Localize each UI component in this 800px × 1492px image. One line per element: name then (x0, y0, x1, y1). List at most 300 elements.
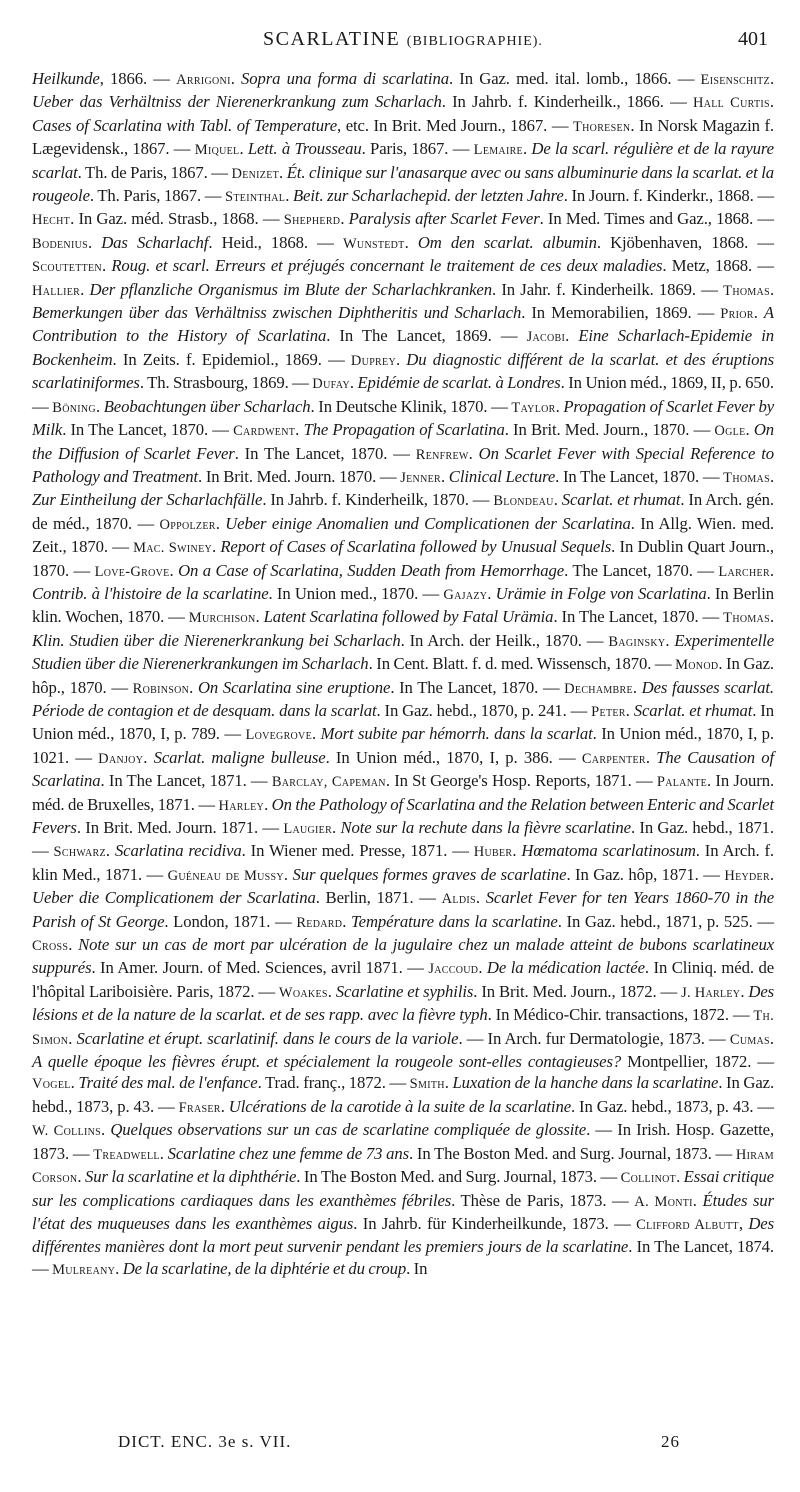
entry-title: Ulcérations de la carotide à la suite de la scarlatine (228, 1096, 571, 1116)
entry-citation: In Gaz. méd. Strasb., 1868. — (78, 209, 284, 229)
entry-citation: . In The Lancet, 1870. — (555, 466, 724, 486)
entry-citation: . In Médico-Chir. transactions, 1872. — (487, 1005, 754, 1025)
entry-title: Scarlet Fever for ten Years 1860-70 in the Parish of St George (32, 888, 775, 931)
bibliography-entry (32, 256, 774, 275)
entry-title: Ueber die Complicationem der Scarlatina (32, 888, 316, 908)
entry-title: Eine Scharlach-Epidemie in Bockenheim (32, 326, 774, 369)
entry-title: On Scarlatina sine eruptione (197, 677, 391, 697)
entry-separator: . (385, 771, 395, 791)
entry-title: On a Case of Scarlatina, Sudden Death from Hemorrhage (178, 560, 565, 580)
entry-citation: . Heid., 1868. — (208, 232, 343, 252)
entry-separator: . (77, 1167, 85, 1187)
entry-author: Th. Simon (32, 1008, 774, 1048)
entry-author: Danjoy (98, 750, 144, 767)
entry-citation: . In Union méd., 1870, I, p. 386. — (325, 747, 582, 767)
entry-author: Steinthal (225, 189, 286, 206)
entry-citation: . In Brit. Med. Journ. 1871. — (76, 818, 284, 837)
entry-separator: , (738, 1213, 749, 1233)
entry-citation: . In Gaz. hebd., 1871. — (32, 818, 774, 861)
entry-separator: . (769, 466, 775, 486)
entry-separator: . (255, 607, 264, 627)
entry-separator: . (70, 1073, 79, 1093)
entry-author: Woakes (278, 984, 328, 1001)
entry-title: The Causation of Scarlatina (32, 747, 774, 791)
entry-author: Larcher (718, 563, 770, 580)
entry-separator: . (487, 583, 496, 603)
bibliography-entry (32, 69, 176, 88)
entry-separator: . (159, 1143, 168, 1163)
entry-citation: . In The Boston Med. and Surg. Journal, 1873. — (296, 1167, 621, 1187)
entry-citation: . In Memorabilien, 1869. — (521, 303, 721, 323)
bibliography-entry (400, 467, 723, 486)
entry-citation: . Paris, 1867. — (361, 139, 474, 159)
entry-citation: . In Gaz. hebd., 1873, p. 43. — (32, 1073, 775, 1116)
entry-title: On the Diffusion of Scarlet Fever (32, 420, 775, 463)
entry-author: Treadwell (93, 1146, 160, 1163)
entry-citation: . Th. Paris, 1867. — (89, 186, 226, 206)
entry-title: Latent Scarlatina followed by Fatal Urämia (263, 607, 554, 627)
entry-citation: . Kjöbenhaven, 1868. — (596, 232, 775, 252)
entry-title: De la scarlatine, de la diphtérie et du croup (122, 1258, 407, 1278)
entry-title: Note sur la rechute dans la fièvre scarlatine (340, 818, 631, 837)
entry-title: Des lésions et de la nature de la scarlat. et de ses rapp. avec la fièvre typh (32, 981, 775, 1025)
entry-author: Redard (296, 914, 343, 931)
entry-author: Guéneau de Mussy (167, 867, 284, 884)
entry-separator: . (630, 115, 640, 135)
entry-title: Urämie in Folge von Scarlatina (495, 583, 707, 603)
entry-author: Lemaire (473, 142, 523, 159)
entry-citation: . — In Arch. fur Dermatologie, 1873. — (458, 1028, 730, 1048)
running-title-main: SCARLATINE (263, 28, 401, 50)
entry-title: Mort subite par hémorrh. dans la scarlat (320, 724, 593, 744)
entry-separator: . (105, 841, 115, 861)
entry-title: Ét. clinique sur l'anasarque avec ou sans albuminurie dans la scarlat. et la rougeole (32, 162, 774, 206)
entry-separator: . (285, 186, 293, 206)
entry-author: Renfrew (415, 446, 469, 463)
entry-title: Om den scarlat. albumin (417, 232, 597, 252)
entry-citation: . In Jahrb. f. Kinderheilk., 1866. — (441, 92, 693, 112)
entry-author: Scoutetten (32, 259, 102, 276)
bibliography-entry (32, 1073, 410, 1092)
entry-separator: . (220, 1096, 229, 1116)
entry-author: Palante (656, 774, 708, 791)
entry-title: Epidémie de scarlat. à Londres (357, 373, 561, 393)
entry-author: Mac. Swiney (133, 540, 212, 557)
entry-author: Lovegrove (245, 727, 312, 744)
bibliography-entry (195, 139, 474, 158)
entry-title: Scarlat. et rhumat (561, 490, 681, 510)
bibliography-entry (279, 982, 681, 1001)
bibliography-entry (225, 186, 774, 205)
entry-separator: . (189, 677, 198, 697)
entry-separator: . (555, 396, 564, 416)
entry-author: Bodenius (32, 235, 88, 252)
entry-separator: . (87, 232, 102, 252)
page-number: 401 (738, 28, 768, 50)
entry-citation: . In Arch. der Heilk., 1870. — (400, 630, 609, 650)
entry-author: Baginsky (608, 633, 666, 650)
entry-citation: . — In Irish. Hosp. Gazette, 1873. — (32, 1120, 775, 1163)
entry-author: Laugier (283, 821, 333, 837)
running-title-sub: (BIBLIOGRAPHIE). (406, 34, 543, 49)
entry-citation: . In Gaz. hôp, 1871. — (566, 864, 725, 884)
entry-title: Scarlatine et syphilis (335, 981, 474, 1001)
entry-separator: . (143, 747, 154, 767)
entry-separator: . (769, 92, 774, 112)
entry-author: Collinot (620, 1170, 677, 1187)
entry-title: Scarlat. et rhumat (633, 700, 753, 720)
bibliography-entry (32, 280, 723, 299)
entry-separator: . (342, 911, 352, 931)
entry-citation: . The Lancet, 1870. — (564, 560, 719, 580)
entry-citation: In Norsk Magazin f. Lægevidensk., 1867. — (32, 115, 775, 159)
entry-citation: . In Jahrb. f. Kinderheilk, 1870. — (262, 490, 494, 510)
entry-title: Sur la scarlatine et la diphthérie (84, 1167, 297, 1187)
entry-author: Monod (675, 657, 719, 674)
entry-separator: . (230, 69, 242, 88)
entry-separator: . (665, 630, 675, 650)
entry-separator: . (283, 864, 293, 884)
entry-citation: . In The Lancet, 1870. — (553, 607, 724, 627)
entry-author: Arrigoni (176, 72, 231, 88)
entry-author: Dufay (312, 376, 350, 393)
entry-citation: . Th. de Paris, 1867. — (77, 162, 232, 182)
entry-separator: . (478, 958, 487, 978)
entry-title: Beit. zur Scharlachepid. der letzten Jahre (292, 186, 564, 206)
entry-separator: . (295, 420, 304, 440)
entry-citation: . In (406, 1258, 428, 1278)
entry-title: Contrib. à l'histoire de la scarlatine (32, 583, 269, 603)
entry-title: De la scarl. régulière et de la rayure scarlat (32, 139, 774, 182)
entry-title: On the Pathology of Scarlatina and the Relation between Enteric and Scarlet Fevers (32, 794, 774, 837)
entry-author: Barclay, Capeman (271, 774, 386, 791)
entry-separator: . (332, 818, 341, 837)
entry-title: Beobachtungen über Scharlach (103, 396, 311, 416)
bibliography-entry (296, 912, 774, 931)
entry-separator: . (70, 209, 79, 229)
entry-title: A quelle époque les fièvres érupt. et spécialement la rougeole sont-elles contagieuses? (32, 1052, 622, 1072)
entry-author: Fraser (178, 1099, 221, 1116)
entry-author: Smith (409, 1076, 445, 1093)
bibliography-entry (52, 397, 511, 416)
entry-separator: . (215, 513, 226, 533)
entry-citation: . In Union med., 1870. — (268, 583, 444, 603)
entry-title: Études sur l'état des muqueuses dans les exanthèmes aigus (32, 1190, 775, 1233)
entry-citation: . In Allg. Wien. med. Zeit., 1870. — (32, 513, 775, 557)
entry-author: Heyder (724, 867, 770, 884)
entry-author: Vogel (32, 1076, 71, 1093)
bibliography-entry (98, 748, 582, 767)
entry-author: Clifford Albutt (636, 1216, 739, 1233)
entry-citation: . In Brit. Med. Journ., 1870. — (504, 420, 715, 440)
entry-citation: In Journ. méd. de Bruxelles, 1871. — (32, 771, 775, 814)
entry-author: Thomas (723, 469, 770, 486)
entry-separator: . (327, 981, 336, 1001)
entry-citation: . In Jahr. f. Kinderheilk. 1869. — (491, 279, 724, 299)
entry-author: Aldis (441, 891, 476, 908)
entry-separator: . (565, 326, 579, 346)
entry-author: J. Harley (681, 984, 741, 1001)
entry-title: Quelques observations sur un cas de scarlatine compliquée de glossite (110, 1120, 587, 1140)
entry-separator: . (239, 139, 248, 159)
bibliography-entry (189, 607, 723, 626)
entry-citation: . In Berlin klin. Wochen, 1870. — (32, 583, 774, 627)
running-header (32, 28, 774, 68)
entry-author: Blondeau (493, 493, 554, 510)
entry-author: Robinson (132, 680, 190, 697)
entry-author: Hallier (32, 282, 81, 299)
entry-separator: . (101, 256, 112, 276)
entry-author: Ogle (714, 423, 746, 440)
bibliography-entry (32, 233, 343, 252)
entry-citation: . In The Lancet, 1870. — (234, 443, 416, 463)
entry-author: Cardwent (233, 423, 296, 440)
entry-separator: . (444, 1073, 453, 1093)
running-title (263, 28, 543, 51)
entry-citation: . In Union méd., 1870, I, p. 1021. — (32, 724, 775, 767)
bibliography-entry (32, 209, 284, 228)
entry-citation: , etc. In Brit. Med Journ., 1867. — (337, 115, 573, 135)
entry-citation: . In Gaz. hebd., 1871, p. 525. — (557, 911, 774, 931)
entry-title: Scarlat. maligne bulleuse (153, 747, 326, 767)
entry-title: Report of Cases of Scarlatina followed by Unusual Sequels (220, 537, 612, 557)
entry-separator: . (769, 279, 775, 299)
sheet-number: 26 (661, 1432, 680, 1451)
entry-citation: . In Gaz. hebd., 1870, p. 241. — (376, 700, 592, 720)
entry-title: Ueber das Verhältniss der Nierenerkrankung zum Scharlach (32, 92, 442, 112)
entry-separator: . (340, 209, 349, 229)
entry-citation: . In Cent. Blatt. f. d. med. Wissensch, 1870. — (368, 654, 676, 674)
entry-title: Heilkunde (32, 69, 100, 88)
entry-author: A. Monti (634, 1193, 693, 1210)
bibliography-entry (168, 865, 725, 884)
entry-author: Hiram Corson (32, 1146, 774, 1187)
entry-citation: . Metz, 1868. — (662, 256, 774, 276)
entry-separator: . (115, 1258, 123, 1278)
entry-author: Dechambre (564, 680, 633, 697)
entry-author: Duprey (350, 352, 396, 369)
entry-separator: . (279, 162, 287, 182)
entry-citation: Montpellier, 1872. — (621, 1052, 775, 1072)
entry-separator: . (468, 443, 479, 463)
entry-title: Ueber einige Anomalien und Complicationen der Scarlatina (225, 513, 631, 533)
entry-title: De la médication lactée (486, 958, 645, 978)
entry-citation: . In The Lancet, 1869. — (326, 326, 527, 346)
bibliography-entry (233, 420, 714, 439)
entry-author: Hall Curtis (692, 95, 770, 112)
entry-author: Huber (473, 844, 513, 861)
entry-author: Jacobi (526, 329, 566, 346)
entry-title: Température dans la scarlatine (351, 911, 558, 931)
entry-separator: . (707, 771, 716, 791)
entry-title: Traité des mal. de l'enfance (78, 1073, 258, 1093)
entry-citation: . In Cliniq. méd. de l'hôpital Lariboisière. Paris, 1872. — (32, 958, 775, 1001)
entry-title: Note sur un cas de mort par ulcération de la jugulaire chez un malade atteint de bubons scarlatineux suppurés (32, 935, 774, 978)
entry-author: Carpenter (581, 750, 646, 767)
entry-title: The Propagation of Scarlatina (303, 420, 505, 440)
bibliography-entry (54, 841, 474, 860)
entry-citation: . In Jahrb. für Kinderheilkunde, 1873. — (353, 1213, 637, 1233)
entry-citation: . Trad. franç., 1872. — (257, 1073, 410, 1093)
entry-citation: . Berlin, 1871. — (315, 888, 442, 908)
entry-title: Cases of Scarlatina with Tabl. of Temperature (32, 115, 338, 135)
entry-title: Clinical Lecture (448, 466, 556, 486)
entry-separator: . (212, 537, 221, 557)
entry-citation: . London, 1871. — (164, 911, 297, 931)
entry-citation: In Gaz. hôp., 1870. — (32, 654, 774, 697)
bibliography-entry (52, 1259, 427, 1278)
entry-title: Sopra una forma di scarlatina (241, 69, 449, 88)
entry-separator: . (692, 1190, 703, 1210)
entry-citation: . In Brit. Med. Journ. 1870. — (198, 466, 401, 486)
entry-separator: . (95, 396, 104, 416)
entry-author: Jaccoud (428, 961, 479, 978)
entry-separator: . (769, 864, 774, 884)
entry-author: Wunstedt (342, 235, 405, 252)
entry-separator: . (440, 466, 449, 486)
entry-title: On Scarlet Fever with Special Reference to Pathology and Treatment (32, 443, 775, 486)
entry-title: Hœmatoma scarlatinosum (521, 841, 696, 861)
entry-author: Mulreany (52, 1261, 116, 1278)
volume-signature: DICT. ENC. 3e s. VII. (118, 1432, 292, 1451)
entry-citation: . In Gaz. med. ital. lomb., 1866. — (448, 69, 701, 88)
entry-author: Murchison (188, 610, 256, 627)
entry-separator: . (264, 794, 272, 814)
entry-citation: . Th. Strasbourg, 1869. — (139, 373, 313, 393)
entry-separator: . (395, 349, 407, 369)
entry-title: Scarlatine et érupt. scarlatinif. dans le cours de la variole (76, 1028, 459, 1048)
entry-title: Der pflanzliche Organismus im Blute der Scharlachkranken (89, 279, 492, 299)
entry-separator: . (475, 888, 486, 908)
entry-title: Des différentes manières dont la mort peut survenir pendant les premiers jours de la scarlatine (32, 1213, 774, 1257)
entry-title: Klin. Studien über die Nierenerkrankung bei Scharlach (32, 630, 401, 650)
entry-citation: . In Union méd., 1870, I, p. 789. — (32, 700, 774, 744)
entry-citation: . In Amer. Journ. of Med. Sciences, avril 1871. — (91, 958, 429, 978)
entry-author: Cross (32, 938, 69, 955)
entry-title: Roug. et scarl. Erreurs et préjugés concernant le traitement de ces deux maladies (111, 256, 663, 276)
entry-citation: . In The Lancet, 1870. — (390, 677, 565, 697)
entry-author: Miquel (194, 142, 240, 159)
entry-author: Denizet (231, 165, 280, 182)
entry-citation: . In Gaz. hebd., 1873, p. 43. — (571, 1096, 774, 1116)
entry-citation: . In The Boston Med. and Surg. Journal, 1873. — (409, 1143, 736, 1163)
entry-citation: . In Dublin Quart Journ., 1870. — (32, 537, 774, 580)
entry-title: Luxation de la hanche dans la scarlatine (452, 1073, 719, 1093)
entry-separator: . (404, 232, 418, 252)
entry-separator: . (769, 607, 775, 627)
entry-separator: . (753, 303, 764, 323)
entry-separator: . (169, 560, 179, 580)
entry-separator: . (80, 279, 90, 299)
entry-separator: . (676, 1167, 684, 1187)
bibliography-entry (176, 69, 700, 88)
entry-author: Oppolzer (159, 516, 216, 533)
entry-separator: . (718, 654, 727, 674)
entry-separator: . (769, 560, 774, 580)
entry-title: Sur quelques formes graves de scarlatine (292, 864, 567, 884)
entry-title: Propagation of Scarlet Fever by Milk (32, 396, 774, 440)
entry-separator: . (769, 69, 775, 88)
bibliography-entry (284, 209, 774, 228)
entry-citation: . In The Lancet, 1874. — (32, 1237, 774, 1278)
entry-separator: . (553, 490, 562, 510)
entry-author: Love-Grove (94, 563, 170, 580)
entry-title: A Contribution to the History of Scarlatina (32, 303, 774, 346)
entry-title: Essai critique sur les complications cardiaques dans les exanthèmes fébriles (32, 1167, 774, 1210)
entry-citation: . In Med. Times and Gaz., 1868. — (539, 209, 775, 229)
entry-author: W. Collins (32, 1123, 101, 1140)
entry-separator: . (522, 139, 532, 159)
entry-citation: . In Journ. f. Kinderkr., 1868. — (563, 186, 774, 206)
entry-separator: . (769, 1028, 774, 1048)
entry-author: Peter (591, 703, 626, 720)
entry-author: Böning (52, 399, 96, 416)
bibliography-entry (343, 233, 774, 252)
entry-author: Thomas (723, 610, 770, 627)
entry-separator: . (632, 677, 642, 697)
bibliography-entry (272, 771, 657, 790)
entry-separator: . (625, 700, 634, 720)
entry-separator: . (68, 935, 79, 955)
entry-author: Prior (720, 306, 754, 323)
entry-separator: . (740, 981, 749, 1001)
entry-title: Das Scharlachf (101, 232, 209, 252)
entry-author: Hecht (32, 212, 71, 229)
entry-author: Harley (218, 797, 265, 814)
bibliography-entry (179, 1097, 774, 1116)
entry-separator: . (349, 373, 358, 393)
entry-title: Des fausses scarlat. Période de contagion et de desquam. dans la scarlat (32, 677, 774, 720)
entry-author: Cumas (729, 1031, 770, 1048)
entry-citation: . In Union méd., 1869, II, p. 650. — (32, 373, 774, 416)
entry-separator: . (68, 1028, 77, 1048)
entry-author: Gajazy (443, 586, 488, 603)
entry-citation: . In Arch. f. klin Med., 1871. — (32, 841, 774, 884)
entry-separator: . (312, 724, 321, 744)
bibliography-entry (93, 1144, 736, 1163)
entry-title: Zur Eintheilung der Scharlachfälle (32, 490, 263, 510)
entry-separator: . (101, 1120, 111, 1140)
entry-author: Jenner (400, 469, 441, 486)
bibliography-entry (95, 561, 719, 580)
entry-title: Du diagnostic différent de la scarlat. et des éruptions scarlatiniformes (32, 349, 774, 393)
entry-author: Thoresen (573, 118, 631, 135)
entry-citation: . In The Lancet, 1870. — (62, 420, 234, 440)
entry-title: Paralysis after Scarlet Fever (348, 209, 540, 229)
entry-separator: . (512, 841, 522, 861)
entry-citation: . In Zeits. f. Epidemiol., 1869. — (112, 349, 351, 369)
entry-author: Eisenschitz (700, 72, 770, 88)
entry-separator: . (745, 420, 754, 440)
entry-author: Taylor (511, 399, 556, 416)
entry-title: Scarlatina recidiva (114, 841, 242, 861)
entry-citation: . In The Lancet, 1871. — (100, 771, 272, 791)
entry-separator: . (645, 747, 657, 767)
entry-title: Experimentelle Studien über die Nierenerkrankungen im Scharlach (32, 630, 775, 674)
entry-title: Bemerkungen über das Verhältniss zwischen Diphtheritis und Scharlach (32, 303, 522, 323)
entry-citation: . In Arch. gén. de méd., 1870. — (32, 490, 774, 533)
entry-citation: . In Wiener med. Presse, 1871. — (241, 841, 474, 861)
bibliography-body (32, 68, 774, 1281)
bibliography-entry (133, 678, 565, 697)
page-footer (118, 1432, 680, 1452)
entry-title: Scarlatine chez une femme de 73 ans (167, 1143, 409, 1163)
entry-citation: . Thèse de Paris, 1873. — (451, 1190, 635, 1210)
entry-citation: . In Brit. Med. Journ., 1872. — (473, 981, 682, 1001)
entry-citation: . In Deutsche Klinik, 1870. — (310, 396, 512, 416)
entry-author: Shepherd (283, 212, 341, 229)
entry-citation: In St George's Hosp. Reports, 1871. — (394, 771, 657, 791)
